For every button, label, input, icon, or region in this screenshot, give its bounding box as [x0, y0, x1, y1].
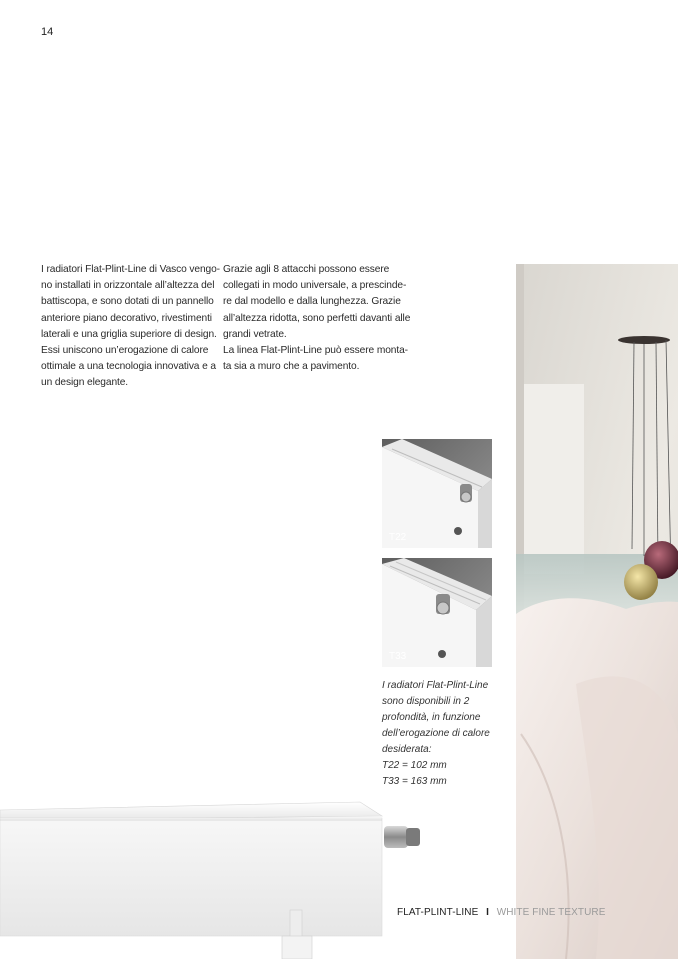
text-line: all’altezza ridotta, sono perfetti davanti alle — [223, 312, 411, 324]
page-number: 14 — [41, 26, 54, 38]
text-line: collegati in modo universale, a prescinde- — [223, 280, 407, 292]
text-line: I radiatori Flat-Plint-Line di Vasco vengo- — [41, 264, 220, 275]
caption-line: I radiatori Flat-Plint-Line — [382, 680, 489, 691]
text-line: un design elegante. — [41, 377, 129, 389]
text-line: no installati in orizzontale all’altezza del — [41, 280, 215, 292]
text-line: battiscopa, e sono dotati di un pannello — [41, 296, 214, 308]
thumb-label-t22: T22 — [389, 532, 407, 543]
thumb-label-t33: T33 — [389, 651, 407, 662]
radiator-t22-image — [382, 439, 492, 548]
text-line: laterali e una griglia superiore di design. — [41, 328, 217, 340]
footer-brand: FLAT-PLINT-LINE — [397, 907, 479, 918]
intro-column-1 — [41, 262, 219, 392]
footer-separator: I — [486, 907, 489, 918]
thumbnail-caption — [382, 678, 512, 790]
caption-line: sono disponibili in 2 — [382, 696, 470, 707]
caption-line: T33 = 163 mm — [382, 776, 447, 787]
intro-column-2 — [223, 262, 409, 375]
text-line: anteriore piano decorativo, rivestimenti — [41, 312, 212, 324]
text-line: Essi uniscono un’erogazione di calore — [41, 345, 209, 357]
caption-line: desiderata: — [382, 744, 432, 755]
text-line: La linea Flat-Plint-Line può essere monta- — [223, 345, 408, 357]
text-line: re dal modello e dalla lunghezza. Grazie — [223, 296, 401, 308]
text-line: ta sia a muro che a pavimento. — [223, 361, 360, 373]
room-photo — [516, 264, 678, 959]
radiator-t33-image — [382, 558, 492, 667]
page-footer — [397, 907, 606, 918]
text-line: Grazie agli 8 attacchi possono essere — [223, 264, 390, 275]
caption-line: T22 = 102 mm — [382, 760, 447, 771]
text-line: grandi vetrate. — [223, 328, 287, 340]
text-line: ottimale a una tecnologia innovativa e a — [41, 361, 216, 373]
footer-subtitle: WHITE FINE TEXTURE — [496, 907, 606, 918]
radiator-product-image — [0, 790, 440, 959]
caption-line: profondità, in funzione — [382, 712, 481, 723]
caption-line: dell’erogazione di calore — [382, 728, 490, 739]
